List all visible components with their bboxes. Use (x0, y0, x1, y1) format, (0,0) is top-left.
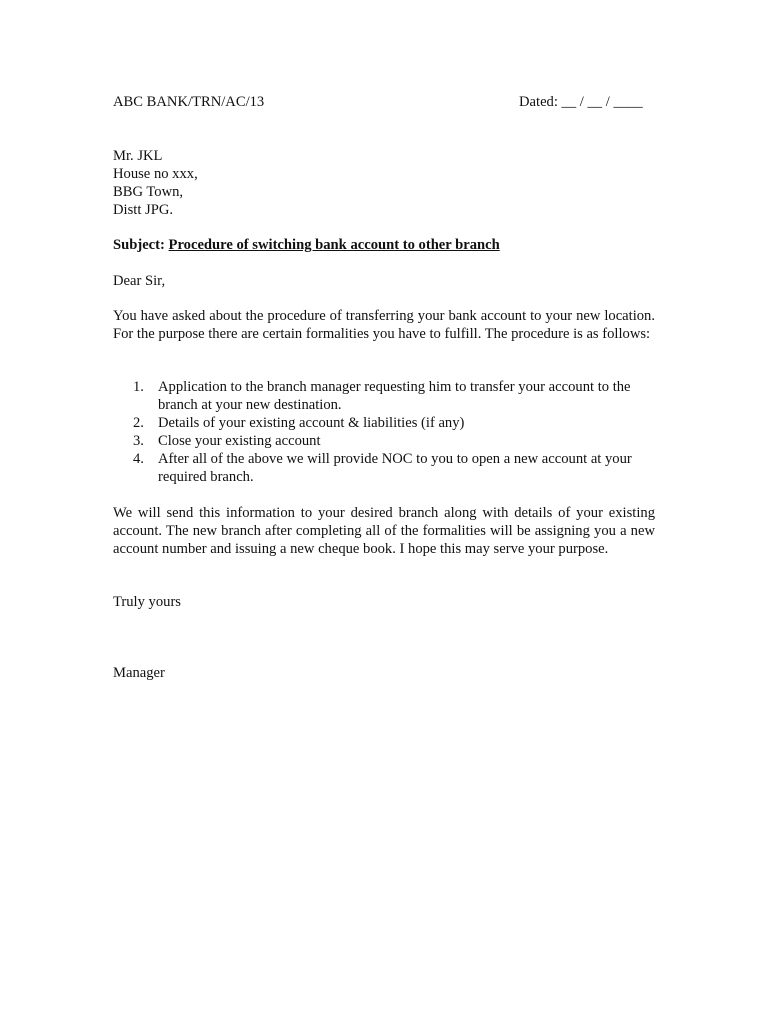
list-item-text: Close your existing account (158, 433, 321, 449)
salutation: Dear Sir, (113, 273, 166, 289)
recipient-address-line: Distt JPG. (113, 202, 174, 218)
list-item-text: Application to the branch manager requesting him to transfer your account to the branch at your new destination. (158, 379, 631, 413)
recipient-address-line: BBG Town, (113, 184, 184, 200)
intro-paragraph: You have asked about the procedure of transferring your bank account to your new location. For the purpose there are certain formalities you have to fulfill. The procedure is as follows: (113, 308, 655, 342)
list-item-number: 3. (133, 433, 144, 449)
list-item-number: 1. (133, 379, 144, 395)
signoff: Truly yours (113, 594, 181, 610)
closing-paragraph: We will send this information to your desired branch along with details of your existing account. The new branch after completing all of the formalities will be assigning you a new account number and issuing a new cheque book. I hope this may serve your purpose. (113, 505, 655, 557)
list-item (113, 378, 655, 414)
list-item-number: 4. (133, 451, 144, 467)
subject-text: Procedure of switching bank account to other branch (168, 237, 500, 253)
list-item (113, 432, 655, 450)
reference-number: ABC BANK/TRN/AC/13 (113, 94, 265, 110)
subject-line (113, 236, 500, 254)
recipient-address-line: House no xxx, (113, 166, 198, 182)
date-line: Dated: __ / __ / ____ (519, 94, 643, 110)
recipient-address (113, 147, 198, 219)
list-item-number: 2. (133, 415, 144, 431)
list-item-text: After all of the above we will provide NOC to you to open a new account at your required branch. (158, 451, 632, 485)
list-item-text: Details of your existing account & liabilities (if any) (158, 415, 465, 431)
signature-title: Manager (113, 665, 165, 681)
procedure-list (113, 378, 655, 486)
subject-label: Subject: (113, 237, 165, 253)
list-item (113, 414, 655, 432)
recipient-name: Mr. JKL (113, 148, 163, 164)
list-item (113, 450, 655, 486)
